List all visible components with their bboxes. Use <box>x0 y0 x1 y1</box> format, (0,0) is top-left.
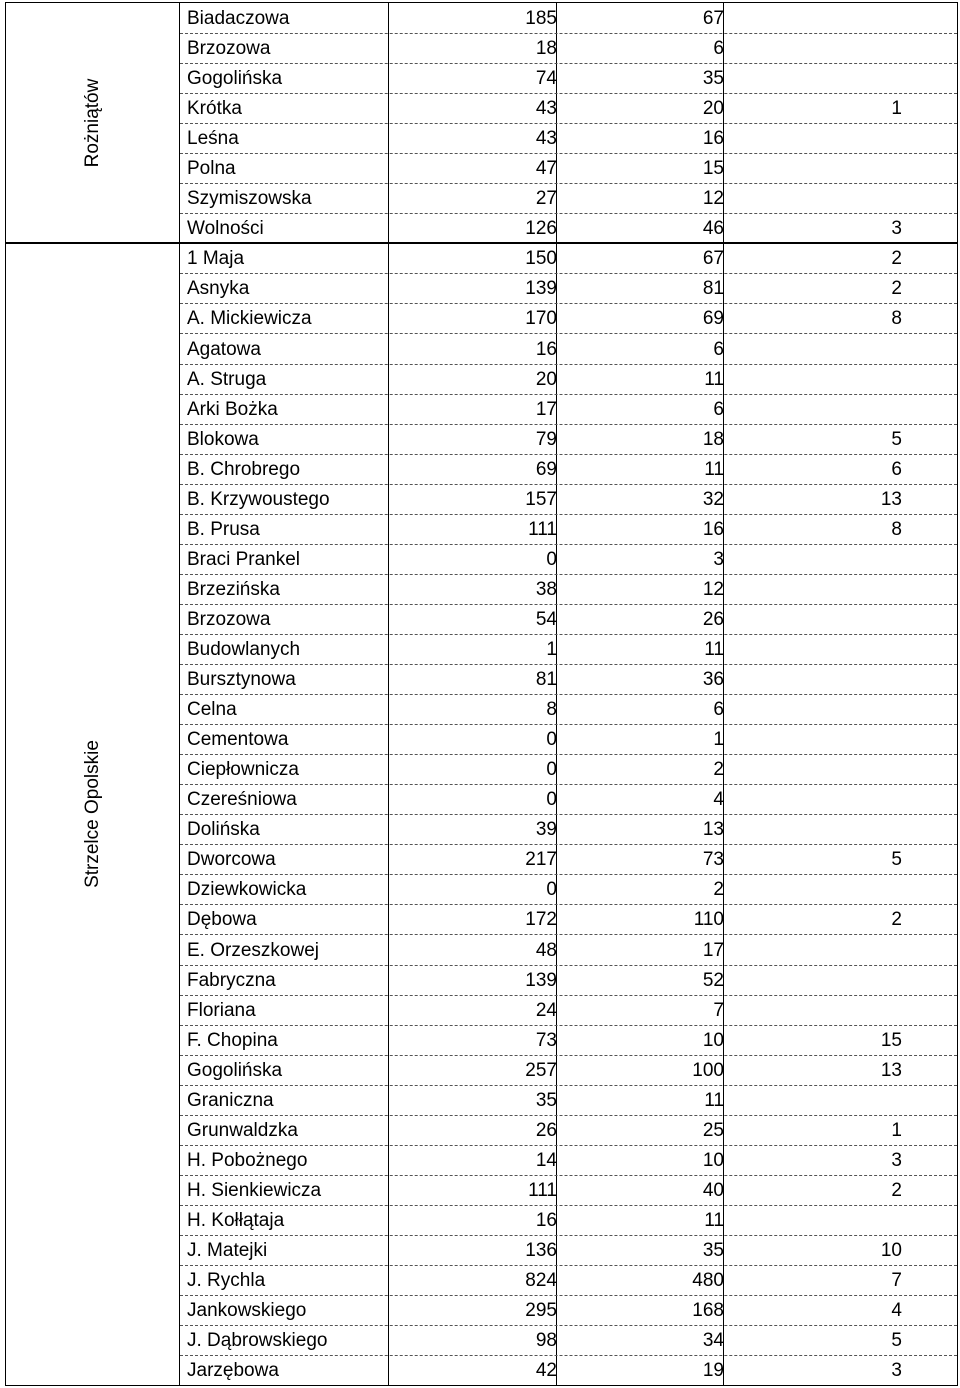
value-a-cell: 0 <box>546 548 557 570</box>
value-c-cell <box>728 664 902 694</box>
value-a-cell: 20 <box>535 368 557 390</box>
street-name-cell: H. Sienkiewicza <box>187 1179 322 1201</box>
street-name-cell: Agatowa <box>187 338 261 360</box>
table-row <box>180 1205 957 1236</box>
table-row <box>180 63 957 94</box>
value-b-cell: 18 <box>702 428 724 450</box>
value-c-cell: 8 <box>891 518 902 540</box>
street-name-cell: Dębowa <box>187 909 257 931</box>
street-name-cell: A. Struga <box>187 368 267 390</box>
table-row <box>180 844 957 875</box>
value-a-cell: 79 <box>535 428 557 450</box>
value-a-cell: 0 <box>546 789 557 811</box>
value-a-cell: 16 <box>535 338 557 360</box>
street-name-cell: Budowlanych <box>187 639 301 661</box>
value-a-cell: 16 <box>535 1209 557 1231</box>
street-name-cell: H. Kołłątaja <box>187 1209 285 1231</box>
value-a-cell: 185 <box>525 8 557 29</box>
value-a-cell: 295 <box>525 1300 557 1322</box>
value-b-cell: 17 <box>702 939 724 961</box>
value-a-cell: 26 <box>535 1119 557 1141</box>
value-c-cell <box>728 183 902 213</box>
street-name-cell: Floriana <box>187 999 256 1021</box>
value-b-cell: 73 <box>702 849 724 871</box>
street-name-cell: H. Pobożnego <box>187 1149 308 1171</box>
value-c-cell <box>728 33 902 63</box>
value-a-cell: 139 <box>525 969 557 991</box>
table-row <box>180 93 957 124</box>
table-row <box>180 454 957 485</box>
street-name-cell: Gogolińska <box>187 68 283 90</box>
table-row <box>180 1175 957 1206</box>
value-c-cell <box>728 544 902 574</box>
value-c-cell: 5 <box>891 1330 902 1352</box>
street-name-cell: Biadaczowa <box>187 8 290 29</box>
value-a-cell: 257 <box>525 1059 557 1081</box>
value-c-cell <box>728 694 902 724</box>
table-row <box>180 3 957 34</box>
value-b-cell: 10 <box>702 1029 724 1051</box>
rows-container <box>180 3 957 243</box>
table-row <box>180 183 957 214</box>
table-row <box>180 694 957 725</box>
value-a-cell: 43 <box>535 128 557 150</box>
street-name-cell: J. Rychla <box>187 1270 266 1292</box>
row-group <box>5 242 958 1385</box>
value-b-cell: 11 <box>704 639 724 661</box>
value-c-cell: 1 <box>891 1119 902 1141</box>
value-b-cell: 12 <box>702 188 724 210</box>
value-b-cell: 3 <box>713 548 724 570</box>
value-c-cell <box>728 1085 902 1115</box>
value-a-cell: 111 <box>528 1179 557 1201</box>
value-b-cell: 168 <box>692 1300 724 1322</box>
value-a-cell: 111 <box>528 518 557 540</box>
table-row <box>180 1355 957 1385</box>
street-name-cell: Celna <box>187 699 237 721</box>
table-row <box>180 1085 957 1116</box>
value-c-cell: 10 <box>880 1240 902 1262</box>
street-name-cell: J. Matejki <box>187 1240 268 1262</box>
table-row <box>180 243 957 274</box>
value-c-cell: 4 <box>891 1300 902 1322</box>
street-name-cell: Krótka <box>187 98 242 120</box>
table-row <box>180 394 957 425</box>
value-b-cell: 67 <box>702 248 724 270</box>
street-name-cell: Cementowa <box>187 729 289 751</box>
value-b-cell: 100 <box>692 1059 724 1081</box>
table-row <box>180 1325 957 1356</box>
value-a-cell: 170 <box>525 308 557 330</box>
value-b-cell: 11 <box>704 1209 724 1231</box>
street-name-cell: Fabryczna <box>187 969 276 991</box>
value-a-cell: 0 <box>546 879 557 901</box>
value-a-cell: 74 <box>535 68 557 90</box>
value-b-cell: 6 <box>713 398 724 420</box>
table-row <box>180 634 957 665</box>
value-c-cell: 15 <box>880 1029 902 1051</box>
table-row <box>180 334 957 365</box>
rows-container <box>180 243 957 1385</box>
group-label: Strzelce Opolskie <box>81 740 103 888</box>
street-name-cell: Wolności <box>187 218 264 240</box>
value-c-cell <box>728 63 902 93</box>
group-label: Rożniątów <box>81 78 103 168</box>
table-row <box>180 754 957 785</box>
value-a-cell: 0 <box>546 759 557 781</box>
value-c-cell <box>728 334 902 364</box>
value-a-cell: 126 <box>525 218 557 240</box>
value-a-cell: 157 <box>525 488 557 510</box>
table-row <box>180 213 957 243</box>
street-name-cell: J. Dąbrowskiego <box>187 1330 328 1352</box>
value-a-cell: 150 <box>525 248 557 270</box>
table-row <box>180 514 957 545</box>
value-b-cell: 2 <box>713 879 724 901</box>
street-name-cell: Jarzębowa <box>187 1360 279 1382</box>
value-a-cell: 43 <box>535 98 557 120</box>
value-c-cell: 3 <box>891 218 902 240</box>
value-a-cell: 136 <box>525 1240 557 1262</box>
value-c-cell: 1 <box>891 98 902 120</box>
street-name-cell: Szymiszowska <box>187 188 312 210</box>
value-b-cell: 11 <box>704 458 724 480</box>
street-name-cell: B. Krzywoustego <box>187 488 330 510</box>
street-name-cell: Brzozowa <box>187 608 271 630</box>
value-c-cell: 2 <box>891 1179 902 1201</box>
street-name-cell: Blokowa <box>187 428 259 450</box>
value-b-cell: 67 <box>702 8 724 29</box>
value-c-cell <box>728 784 902 814</box>
value-b-cell: 4 <box>713 789 724 811</box>
street-name-cell: B. Chrobrego <box>187 458 301 480</box>
street-name-cell: Arki Bożka <box>187 398 278 420</box>
table-row <box>180 574 957 605</box>
value-b-cell: 11 <box>704 368 724 390</box>
value-a-cell: 42 <box>535 1360 557 1382</box>
table-row <box>180 874 957 905</box>
street-name-cell: Dolińska <box>187 819 260 841</box>
value-b-cell: 40 <box>702 1179 724 1201</box>
value-a-cell: 73 <box>535 1029 557 1051</box>
value-b-cell: 25 <box>702 1119 724 1141</box>
table-row <box>180 1025 957 1056</box>
value-a-cell: 48 <box>535 939 557 961</box>
value-b-cell: 15 <box>702 158 724 180</box>
value-b-cell: 6 <box>713 38 724 60</box>
row-group <box>5 2 958 244</box>
value-c-cell: 7 <box>891 1270 902 1292</box>
value-a-cell: 1 <box>546 639 557 661</box>
value-a-cell: 139 <box>525 278 557 300</box>
value-c-cell <box>728 604 902 634</box>
value-a-cell: 54 <box>535 608 557 630</box>
value-b-cell: 13 <box>702 819 724 841</box>
table-row <box>180 664 957 695</box>
value-a-cell: 27 <box>535 188 557 210</box>
value-c-cell <box>728 153 902 183</box>
table-row <box>180 153 957 184</box>
value-a-cell: 47 <box>535 158 557 180</box>
street-name-cell: F. Chopina <box>187 1029 278 1051</box>
value-c-cell: 8 <box>891 308 902 330</box>
table-row <box>180 424 957 455</box>
value-a-cell: 81 <box>535 669 557 691</box>
street-name-cell: E. Orzeszkowej <box>187 939 319 961</box>
value-c-cell <box>728 935 902 965</box>
table-row <box>180 965 957 996</box>
value-b-cell: 6 <box>713 338 724 360</box>
table-row <box>180 1235 957 1266</box>
value-b-cell: 20 <box>702 98 724 120</box>
value-b-cell: 480 <box>692 1270 724 1292</box>
value-c-cell <box>728 874 902 904</box>
value-b-cell: 32 <box>702 488 724 510</box>
value-b-cell: 1 <box>713 729 724 751</box>
street-name-cell: Asnyka <box>187 278 250 300</box>
value-b-cell: 11 <box>704 1089 724 1111</box>
street-name-cell: A. Mickiewicza <box>187 308 312 330</box>
group-label-cell <box>6 243 180 1384</box>
value-b-cell: 52 <box>702 969 724 991</box>
value-c-cell <box>728 634 902 664</box>
street-name-cell: Jankowskiego <box>187 1300 307 1322</box>
value-b-cell: 26 <box>702 608 724 630</box>
street-name-cell: 1 Maja <box>187 248 245 270</box>
table-row <box>180 1295 957 1326</box>
street-name-cell: B. Prusa <box>187 518 260 540</box>
value-a-cell: 217 <box>525 849 557 871</box>
value-c-cell <box>728 965 902 995</box>
table-row <box>180 995 957 1026</box>
table-row <box>180 724 957 755</box>
value-b-cell: 10 <box>702 1149 724 1171</box>
street-name-cell: Gogolińska <box>187 1059 283 1081</box>
value-b-cell: 19 <box>702 1360 724 1382</box>
value-b-cell: 110 <box>693 909 724 931</box>
value-c-cell: 3 <box>891 1360 902 1382</box>
value-b-cell: 69 <box>702 308 724 330</box>
value-c-cell: 2 <box>891 278 902 300</box>
value-c-cell <box>728 1205 902 1235</box>
value-b-cell: 2 <box>713 759 724 781</box>
value-a-cell: 17 <box>535 398 557 420</box>
street-name-cell: Brzezińska <box>187 578 280 600</box>
table-row <box>180 1265 957 1296</box>
value-c-cell <box>728 574 902 604</box>
value-c-cell: 6 <box>891 458 902 480</box>
value-c-cell: 5 <box>891 428 902 450</box>
street-name-cell: Dziewkowicka <box>187 879 307 901</box>
value-a-cell: 14 <box>535 1149 557 1171</box>
value-b-cell: 46 <box>702 218 724 240</box>
value-b-cell: 81 <box>702 278 724 300</box>
table-row <box>180 544 957 575</box>
value-c-cell <box>728 754 902 784</box>
street-name-cell: Dworcowa <box>187 849 276 871</box>
value-a-cell: 0 <box>546 729 557 751</box>
table-row <box>180 935 957 966</box>
value-b-cell: 16 <box>702 128 724 150</box>
value-c-cell: 13 <box>880 1059 902 1081</box>
table-row <box>180 1115 957 1146</box>
table-row <box>180 904 957 935</box>
table-row <box>180 273 957 304</box>
value-c-cell: 2 <box>891 909 902 931</box>
table-row <box>180 364 957 395</box>
value-b-cell: 16 <box>702 518 724 540</box>
table-row <box>180 1145 957 1176</box>
value-b-cell: 36 <box>702 669 724 691</box>
street-name-cell: Polna <box>187 158 236 180</box>
value-b-cell: 6 <box>713 699 724 721</box>
value-c-cell <box>728 724 902 754</box>
value-a-cell: 39 <box>535 819 557 841</box>
table-row <box>180 484 957 515</box>
value-c-cell <box>728 814 902 844</box>
value-c-cell: 3 <box>891 1149 902 1171</box>
table-row <box>180 1055 957 1086</box>
value-a-cell: 8 <box>546 699 557 721</box>
street-name-cell: Leśna <box>187 128 239 150</box>
value-a-cell: 824 <box>525 1270 557 1292</box>
street-name-cell: Grunwaldzka <box>187 1119 298 1141</box>
street-name-cell: Ciepłownicza <box>187 759 299 781</box>
street-name-cell: Graniczna <box>187 1089 274 1111</box>
value-c-cell: 2 <box>891 248 902 270</box>
table-row <box>180 784 957 815</box>
value-b-cell: 34 <box>702 1330 724 1352</box>
value-a-cell: 172 <box>525 909 557 931</box>
value-c-cell: 5 <box>891 849 902 871</box>
value-c-cell <box>728 995 902 1025</box>
table-row <box>180 303 957 334</box>
table-row <box>180 604 957 635</box>
street-name-cell: Braci Prankel <box>187 548 300 570</box>
value-a-cell: 38 <box>535 578 557 600</box>
value-a-cell: 18 <box>535 38 557 60</box>
value-c-cell <box>728 123 902 153</box>
street-name-cell: Czereśniowa <box>187 789 297 811</box>
table-row <box>180 814 957 845</box>
street-name-cell: Brzozowa <box>187 38 271 60</box>
value-c-cell: 13 <box>880 488 902 510</box>
value-a-cell: 69 <box>535 458 557 480</box>
value-b-cell: 7 <box>713 999 724 1021</box>
value-c-cell <box>728 394 902 424</box>
value-c-cell <box>728 3 902 33</box>
value-c-cell <box>728 364 902 394</box>
value-b-cell: 35 <box>702 68 724 90</box>
group-label-cell <box>6 3 180 243</box>
value-b-cell: 35 <box>702 1240 724 1262</box>
table-row <box>180 33 957 64</box>
street-name-cell: Bursztynowa <box>187 669 296 691</box>
value-a-cell: 24 <box>535 999 557 1021</box>
value-a-cell: 98 <box>535 1330 557 1352</box>
value-a-cell: 35 <box>535 1089 557 1111</box>
table-row <box>180 123 957 154</box>
value-b-cell: 12 <box>702 578 724 600</box>
